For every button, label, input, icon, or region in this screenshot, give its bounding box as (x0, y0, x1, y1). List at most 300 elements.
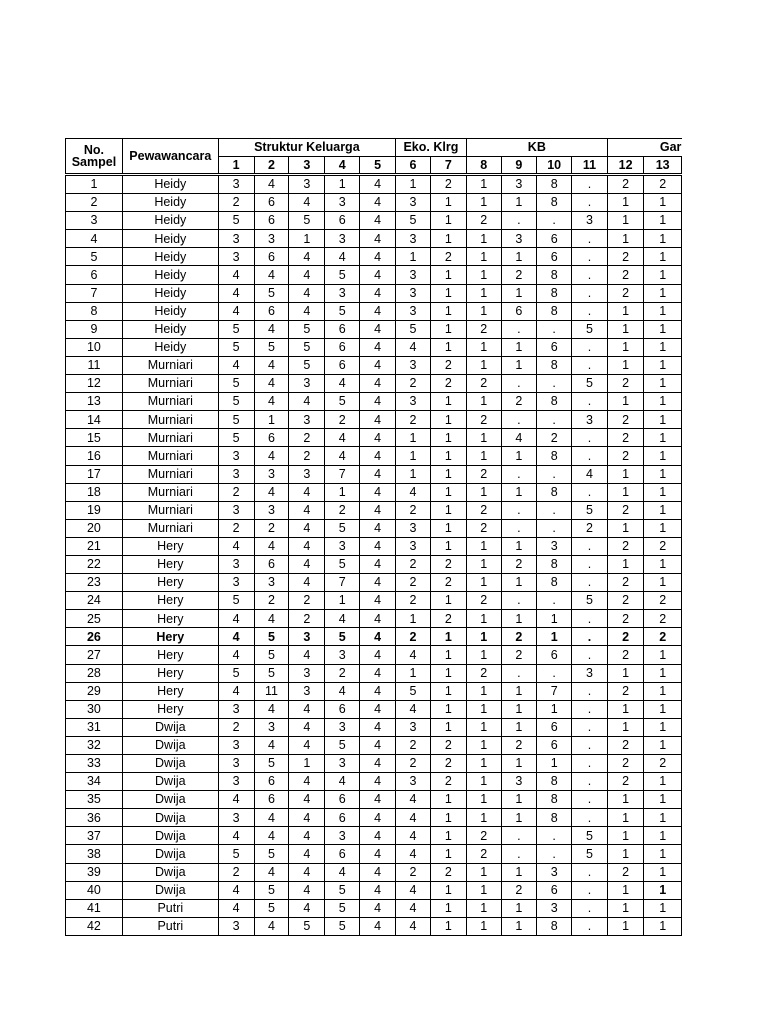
table-row (66, 700, 682, 718)
cell-pewawancara: Murniari (122, 483, 218, 501)
table-row (66, 302, 682, 320)
cell-no-sampel: 28 (66, 664, 123, 682)
table-row (66, 483, 682, 501)
cell-col-5: 4 (360, 302, 396, 320)
cell-col-6: 4 (395, 646, 430, 664)
cell-pewawancara: Murniari (122, 501, 218, 519)
cell-pewawancara: Dwija (122, 736, 218, 754)
cell-col-13: 1 (644, 320, 682, 338)
cell-col-2: 4 (254, 700, 289, 718)
cell-col-8: 1 (466, 537, 501, 555)
cell-col-8: 1 (466, 555, 501, 573)
cell-col-7: 1 (430, 429, 466, 447)
cell-col-1: 3 (218, 555, 254, 573)
cell-col-7: 2 (430, 248, 466, 266)
cell-no-sampel: 11 (66, 356, 123, 374)
cell-col-2: 4 (254, 320, 289, 338)
cell-col-3: 1 (289, 755, 325, 773)
header-group-gar (607, 139, 681, 157)
cell-col-10: 8 (537, 917, 572, 935)
cell-col-9: 2 (501, 628, 537, 646)
cell-col-6: 3 (395, 194, 430, 212)
cell-col-12: 1 (607, 718, 644, 736)
cell-col-5: 4 (360, 447, 396, 465)
cell-col-11: . (572, 356, 608, 374)
cell-col-5: 4 (360, 194, 396, 212)
cell-col-10: . (537, 465, 572, 483)
cell-col-4: 4 (325, 447, 360, 465)
cell-col-9: 2 (501, 881, 537, 899)
cell-col-3: 4 (289, 809, 325, 827)
cell-col-13: 1 (644, 736, 682, 754)
cell-col-7: 1 (430, 519, 466, 537)
cell-col-4: 6 (325, 809, 360, 827)
cell-col-7: 1 (430, 447, 466, 465)
cell-col-9: 4 (501, 429, 537, 447)
cell-col-13: 1 (644, 501, 682, 519)
cell-col-4: 1 (325, 175, 360, 194)
cell-col-4: 6 (325, 320, 360, 338)
cell-col-11: 5 (572, 375, 608, 393)
header-col-11: 11 (572, 157, 608, 175)
cell-col-6: 5 (395, 682, 430, 700)
cell-col-6: 4 (395, 881, 430, 899)
cell-col-4: 3 (325, 755, 360, 773)
cell-no-sampel: 12 (66, 375, 123, 393)
table-row (66, 917, 682, 935)
cell-col-9: 1 (501, 483, 537, 501)
cell-col-2: 3 (254, 230, 289, 248)
cell-col-4: 6 (325, 356, 360, 374)
cell-col-8: 1 (466, 755, 501, 773)
cell-col-13: 1 (644, 718, 682, 736)
cell-col-12: 1 (607, 881, 644, 899)
data-table (65, 138, 682, 936)
cell-pewawancara: Heidy (122, 320, 218, 338)
table-row (66, 718, 682, 736)
cell-col-7: 1 (430, 465, 466, 483)
header-group-eko-klrg: Eko. Klrg (395, 139, 466, 157)
cell-col-10: 8 (537, 483, 572, 501)
cell-col-12: 1 (607, 393, 644, 411)
cell-col-11: . (572, 917, 608, 935)
cell-no-sampel: 21 (66, 537, 123, 555)
cell-col-12: 1 (607, 809, 644, 827)
cell-col-8: 1 (466, 700, 501, 718)
cell-col-2: 4 (254, 736, 289, 754)
cell-col-11: 3 (572, 411, 608, 429)
cell-col-8: 1 (466, 809, 501, 827)
cell-col-5: 4 (360, 537, 396, 555)
cell-col-4: 5 (325, 881, 360, 899)
cell-col-11: . (572, 175, 608, 194)
cell-col-9: 1 (501, 791, 537, 809)
cell-col-11: 3 (572, 664, 608, 682)
cell-col-1: 2 (218, 863, 254, 881)
cell-col-4: 4 (325, 375, 360, 393)
cell-col-5: 4 (360, 899, 396, 917)
cell-col-5: 4 (360, 592, 396, 610)
table-row (66, 447, 682, 465)
cell-col-7: 2 (430, 555, 466, 573)
cell-col-5: 4 (360, 501, 396, 519)
cell-no-sampel: 4 (66, 230, 123, 248)
header-pewawancara: Pewawancara (122, 139, 218, 175)
cell-col-6: 3 (395, 266, 430, 284)
cell-col-13: 1 (644, 393, 682, 411)
cell-col-6: 2 (395, 628, 430, 646)
cell-col-2: 6 (254, 302, 289, 320)
cell-pewawancara: Hery (122, 592, 218, 610)
cell-pewawancara: Murniari (122, 447, 218, 465)
cell-col-7: 1 (430, 917, 466, 935)
cell-col-13: 1 (644, 465, 682, 483)
cell-col-11: 5 (572, 827, 608, 845)
header-col-4: 4 (325, 157, 360, 175)
cell-col-10: 2 (537, 429, 572, 447)
cell-col-10: 1 (537, 700, 572, 718)
cell-col-3: 4 (289, 266, 325, 284)
cell-col-2: 3 (254, 501, 289, 519)
cell-col-7: 1 (430, 881, 466, 899)
cell-col-9: 1 (501, 284, 537, 302)
cell-col-8: 2 (466, 664, 501, 682)
cell-col-10: . (537, 411, 572, 429)
cell-col-10: . (537, 519, 572, 537)
header-col-2: 2 (254, 157, 289, 175)
header-col-8: 8 (466, 157, 501, 175)
cell-col-8: 1 (466, 429, 501, 447)
cell-col-3: 4 (289, 827, 325, 845)
cell-col-13: 2 (644, 175, 682, 194)
cell-col-6: 2 (395, 375, 430, 393)
cell-col-7: 2 (430, 773, 466, 791)
cell-col-3: 2 (289, 610, 325, 628)
cell-col-8: 2 (466, 827, 501, 845)
cell-col-7: 2 (430, 736, 466, 754)
table-row (66, 773, 682, 791)
cell-col-3: 4 (289, 537, 325, 555)
cell-col-5: 4 (360, 411, 396, 429)
cell-col-1: 3 (218, 700, 254, 718)
cell-col-12: 2 (607, 628, 644, 646)
cell-col-2: 5 (254, 338, 289, 356)
cell-no-sampel: 20 (66, 519, 123, 537)
cell-col-12: 1 (607, 356, 644, 374)
cell-no-sampel: 15 (66, 429, 123, 447)
cell-col-6: 3 (395, 393, 430, 411)
cell-col-7: 1 (430, 646, 466, 664)
cell-col-8: 1 (466, 899, 501, 917)
cell-col-2: 5 (254, 899, 289, 917)
cell-col-1: 3 (218, 248, 254, 266)
cell-col-5: 4 (360, 230, 396, 248)
cell-pewawancara: Heidy (122, 338, 218, 356)
cell-col-9: 1 (501, 447, 537, 465)
cell-col-5: 4 (360, 917, 396, 935)
cell-col-11: . (572, 429, 608, 447)
cell-col-9: 1 (501, 863, 537, 881)
cell-col-6: 2 (395, 411, 430, 429)
cell-col-3: 5 (289, 212, 325, 230)
cell-col-12: 1 (607, 845, 644, 863)
cell-col-13: 1 (644, 574, 682, 592)
cell-col-7: 2 (430, 863, 466, 881)
cell-col-11: . (572, 483, 608, 501)
cell-col-6: 4 (395, 338, 430, 356)
cell-col-12: 1 (607, 302, 644, 320)
cell-col-7: 1 (430, 791, 466, 809)
cell-col-4: 2 (325, 664, 360, 682)
cell-col-13: 1 (644, 483, 682, 501)
cell-pewawancara: Dwija (122, 773, 218, 791)
cell-col-3: 3 (289, 682, 325, 700)
cell-col-3: 3 (289, 411, 325, 429)
cell-col-10: 8 (537, 266, 572, 284)
table-row (66, 736, 682, 754)
cell-col-3: 4 (289, 899, 325, 917)
cell-col-11: . (572, 809, 608, 827)
cell-col-12: 1 (607, 212, 644, 230)
cell-col-11: . (572, 863, 608, 881)
cell-col-2: 4 (254, 610, 289, 628)
table-row (66, 175, 682, 194)
table-row (66, 465, 682, 483)
cell-col-9: . (501, 212, 537, 230)
cell-col-11: . (572, 773, 608, 791)
cell-col-6: 4 (395, 700, 430, 718)
cell-no-sampel: 10 (66, 338, 123, 356)
cell-col-2: 4 (254, 537, 289, 555)
cell-col-3: 5 (289, 917, 325, 935)
cell-col-9: 1 (501, 248, 537, 266)
table-row (66, 610, 682, 628)
cell-col-12: 2 (607, 501, 644, 519)
header-col-9: 9 (501, 157, 537, 175)
cell-col-2: 2 (254, 519, 289, 537)
cell-col-12: 2 (607, 284, 644, 302)
cell-pewawancara: Heidy (122, 230, 218, 248)
cell-col-7: 2 (430, 755, 466, 773)
cell-col-5: 4 (360, 429, 396, 447)
cell-col-3: 5 (289, 320, 325, 338)
header-col-12: 12 (607, 157, 644, 175)
cell-col-4: 3 (325, 537, 360, 555)
cell-col-8: 1 (466, 356, 501, 374)
cell-pewawancara: Murniari (122, 411, 218, 429)
cell-col-10: 3 (537, 899, 572, 917)
cell-col-3: 4 (289, 718, 325, 736)
header-col-3: 3 (289, 157, 325, 175)
cell-col-12: 1 (607, 700, 644, 718)
table-row (66, 266, 682, 284)
cell-col-13: 1 (644, 266, 682, 284)
table-row (66, 338, 682, 356)
cell-col-8: 1 (466, 773, 501, 791)
cell-col-5: 4 (360, 881, 396, 899)
cell-col-11: . (572, 610, 608, 628)
cell-col-7: 1 (430, 899, 466, 917)
cell-col-1: 3 (218, 465, 254, 483)
cell-no-sampel: 25 (66, 610, 123, 628)
cell-col-4: 1 (325, 483, 360, 501)
cell-col-8: 1 (466, 736, 501, 754)
cell-col-11: 3 (572, 212, 608, 230)
cell-col-12: 2 (607, 429, 644, 447)
cell-col-6: 2 (395, 736, 430, 754)
header-col-13: 13 (644, 157, 682, 175)
cell-col-11: . (572, 338, 608, 356)
cell-col-9: 1 (501, 682, 537, 700)
cell-col-4: 7 (325, 574, 360, 592)
cell-col-8: 1 (466, 682, 501, 700)
cell-col-13: 2 (644, 537, 682, 555)
cell-no-sampel: 30 (66, 700, 123, 718)
cell-col-1: 4 (218, 610, 254, 628)
cell-pewawancara: Hery (122, 664, 218, 682)
cell-col-11: . (572, 447, 608, 465)
cell-col-10: 6 (537, 230, 572, 248)
cell-col-1: 3 (218, 175, 254, 194)
cell-col-3: 4 (289, 194, 325, 212)
cell-col-2: 4 (254, 483, 289, 501)
cell-col-11: . (572, 682, 608, 700)
table-row (66, 501, 682, 519)
cell-col-4: 5 (325, 393, 360, 411)
cell-col-12: 2 (607, 863, 644, 881)
cell-col-7: 1 (430, 827, 466, 845)
cell-col-5: 4 (360, 393, 396, 411)
cell-col-13: 1 (644, 338, 682, 356)
cell-col-5: 4 (360, 375, 396, 393)
cell-col-9: . (501, 845, 537, 863)
cell-col-1: 4 (218, 302, 254, 320)
header-col-7: 7 (430, 157, 466, 175)
cell-col-2: 6 (254, 248, 289, 266)
cell-no-sampel: 31 (66, 718, 123, 736)
cell-pewawancara: Murniari (122, 356, 218, 374)
cell-col-12: 2 (607, 682, 644, 700)
cell-col-1: 5 (218, 320, 254, 338)
cell-col-11: . (572, 266, 608, 284)
cell-pewawancara: Heidy (122, 212, 218, 230)
cell-col-3: 4 (289, 483, 325, 501)
cell-col-5: 4 (360, 827, 396, 845)
cell-col-7: 1 (430, 194, 466, 212)
table-row (66, 320, 682, 338)
cell-no-sampel: 2 (66, 194, 123, 212)
table-row (66, 682, 682, 700)
cell-col-4: 6 (325, 338, 360, 356)
cell-col-12: 1 (607, 519, 644, 537)
cell-col-1: 4 (218, 356, 254, 374)
table-row (66, 881, 682, 899)
cell-col-10: . (537, 845, 572, 863)
cell-pewawancara: Dwija (122, 845, 218, 863)
cell-col-10: 3 (537, 537, 572, 555)
table-row (66, 592, 682, 610)
cell-col-1: 5 (218, 411, 254, 429)
cell-col-6: 3 (395, 284, 430, 302)
cell-col-9: 1 (501, 917, 537, 935)
cell-col-5: 4 (360, 356, 396, 374)
cell-col-12: 2 (607, 646, 644, 664)
cell-col-11: . (572, 646, 608, 664)
cell-col-11: . (572, 628, 608, 646)
cell-col-7: 1 (430, 592, 466, 610)
cell-col-1: 3 (218, 773, 254, 791)
cell-no-sampel: 9 (66, 320, 123, 338)
cell-col-12: 2 (607, 574, 644, 592)
cell-col-5: 4 (360, 791, 396, 809)
cell-col-10: 8 (537, 175, 572, 194)
cell-col-1: 3 (218, 917, 254, 935)
table-row (66, 809, 682, 827)
cell-col-3: 2 (289, 447, 325, 465)
cell-col-13: 1 (644, 700, 682, 718)
table-row (66, 628, 682, 646)
cell-col-6: 3 (395, 718, 430, 736)
cell-col-3: 1 (289, 230, 325, 248)
cell-pewawancara: Murniari (122, 465, 218, 483)
cell-col-5: 4 (360, 809, 396, 827)
cell-col-4: 3 (325, 646, 360, 664)
cell-col-13: 2 (644, 628, 682, 646)
header-no-line1: No. (83, 142, 104, 157)
cell-col-2: 6 (254, 773, 289, 791)
cell-col-3: 4 (289, 646, 325, 664)
cell-col-3: 3 (289, 664, 325, 682)
cell-col-10: 6 (537, 881, 572, 899)
table-row (66, 194, 682, 212)
cell-col-3: 5 (289, 338, 325, 356)
cell-col-12: 1 (607, 338, 644, 356)
cell-col-8: 1 (466, 483, 501, 501)
cell-col-8: 2 (466, 320, 501, 338)
cell-col-13: 1 (644, 664, 682, 682)
cell-col-8: 2 (466, 501, 501, 519)
cell-col-1: 2 (218, 519, 254, 537)
cell-col-11: 5 (572, 501, 608, 519)
cell-col-10: . (537, 375, 572, 393)
table-row (66, 284, 682, 302)
cell-pewawancara: Hery (122, 574, 218, 592)
table-row (66, 356, 682, 374)
table-body (66, 175, 682, 936)
cell-col-13: 1 (644, 356, 682, 374)
cell-col-6: 4 (395, 917, 430, 935)
cell-col-2: 5 (254, 646, 289, 664)
cell-col-8: 1 (466, 610, 501, 628)
cell-col-5: 4 (360, 664, 396, 682)
cell-col-8: 1 (466, 175, 501, 194)
cell-no-sampel: 7 (66, 284, 123, 302)
cell-col-6: 1 (395, 175, 430, 194)
cell-col-3: 4 (289, 302, 325, 320)
table-row (66, 863, 682, 881)
cell-col-12: 2 (607, 592, 644, 610)
cell-col-8: 1 (466, 791, 501, 809)
cell-col-11: 2 (572, 519, 608, 537)
header-group-kb: KB (466, 139, 607, 157)
cell-col-7: 1 (430, 628, 466, 646)
header-no-sampel (66, 139, 123, 175)
cell-col-6: 3 (395, 356, 430, 374)
cell-col-4: 4 (325, 863, 360, 881)
cell-col-4: 4 (325, 610, 360, 628)
cell-col-1: 4 (218, 646, 254, 664)
cell-col-8: 1 (466, 393, 501, 411)
